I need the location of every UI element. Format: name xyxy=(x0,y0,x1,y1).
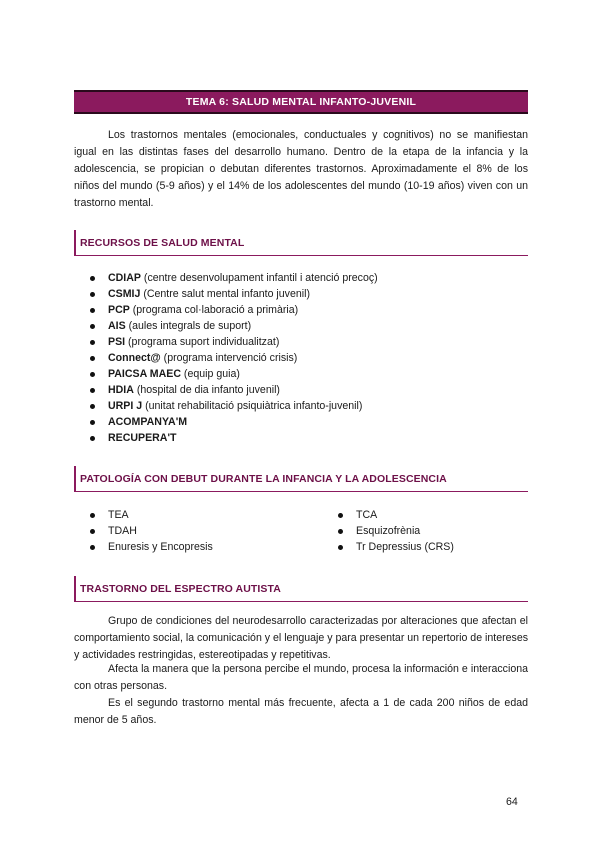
recurso-abbr: PAICSA MAEC xyxy=(108,368,181,380)
recurso-abbr: ACOMPANYA'M xyxy=(108,416,188,428)
recurso-item xyxy=(88,302,378,318)
recurso-abbr: AIS xyxy=(108,320,126,332)
section-heading-tea: TRASTORNO DEL ESPECTRO AUTISTA xyxy=(74,576,528,602)
intro-paragraph: Los trastornos mentales (emocionales, conductuales y cognitivos) no se manifiestan igual en las distintas fases del desarrollo humano. Dentro de la etapa de la infancia y la adolescencia, se propician o debutan diferentes trastornos. Aproximadamente el 8% de los niños del mundo (5-9 años) y el 14% de los adolescentes del mundo (10-19 años) viven con un trastorno mental. xyxy=(74,129,528,209)
recurso-desc: (programa col·laboració a primària) xyxy=(129,304,299,316)
patologia-item: TDAH xyxy=(88,523,213,539)
recurso-abbr: HDIA xyxy=(108,384,134,396)
patologia-item: Esquizofrènia xyxy=(336,523,454,539)
tea-paragraph-1: Grupo de condiciones del neurodesarrollo caracterizadas por alteraciones que afectan el comportamiento social, la comunicación y el lenguaje y para presentar un repertorio de intereses y actividades restringidas, estereotipadas y repetitivas. xyxy=(74,615,529,661)
recurso-item xyxy=(88,382,378,398)
recurso-item xyxy=(88,366,378,382)
recurso-item xyxy=(88,398,378,414)
recurso-desc: (programa suport individualitzat) xyxy=(125,336,280,348)
recurso-abbr: PSI xyxy=(108,336,126,348)
page-title: TEMA 6: SALUD MENTAL INFANTO-JUVENIL xyxy=(74,90,528,114)
recursos-list xyxy=(88,270,378,446)
section-heading-recursos: RECURSOS DE SALUD MENTAL xyxy=(74,230,528,256)
page-number: 64 xyxy=(506,796,518,808)
patologia-item: TCA xyxy=(336,507,454,523)
recurso-item xyxy=(88,334,378,350)
recurso-desc: (unitat rehabilitació psiquiàtrica infanto-juvenil) xyxy=(142,400,363,412)
recurso-abbr: CSMIJ xyxy=(108,288,141,300)
recurso-abbr: URPI J xyxy=(108,400,143,412)
recurso-desc: (hospital de dia infanto juvenil) xyxy=(133,384,280,396)
recurso-item xyxy=(88,318,378,334)
patologia-list-col1 xyxy=(88,507,213,555)
recurso-desc: (aules integrals de suport) xyxy=(125,320,252,332)
recurso-abbr: CDIAP xyxy=(108,272,141,284)
patologia-list-col2 xyxy=(336,507,454,555)
recurso-abbr: Connect@ xyxy=(108,352,161,364)
recurso-desc: (Centre salut mental infanto juvenil) xyxy=(140,288,310,300)
section-heading-patologia: PATOLOGÍA CON DEBUT DURANTE LA INFANCIA Y LA ADOLESCENCIA xyxy=(74,466,528,492)
patologia-item: Enuresis y Encopresis xyxy=(88,539,213,555)
tea-paragraph-2: Afecta la manera que la persona percibe el mundo, procesa la información e interacciona con otras personas. xyxy=(74,663,528,692)
recurso-item xyxy=(88,270,378,286)
patologia-item: TEA xyxy=(88,507,213,523)
recurso-abbr: RECUPERA'T xyxy=(108,432,177,444)
recurso-desc: (programa intervenció crisis) xyxy=(160,352,298,364)
tea-paragraph-3: Es el segundo trastorno mental más frecuente, afecta a 1 de cada 200 niños de edad menor de 5 años. xyxy=(74,697,528,726)
recurso-item xyxy=(88,414,378,430)
recurso-item xyxy=(88,350,378,366)
recurso-desc: (centre desenvolupament infantil i atenció precoç) xyxy=(140,272,378,284)
recurso-item xyxy=(88,430,378,446)
recurso-item xyxy=(88,286,378,302)
patologia-item: Tr Depressius (CRS) xyxy=(336,539,454,555)
recurso-desc: (equip guia) xyxy=(180,368,240,380)
recurso-abbr: PCP xyxy=(108,304,130,316)
